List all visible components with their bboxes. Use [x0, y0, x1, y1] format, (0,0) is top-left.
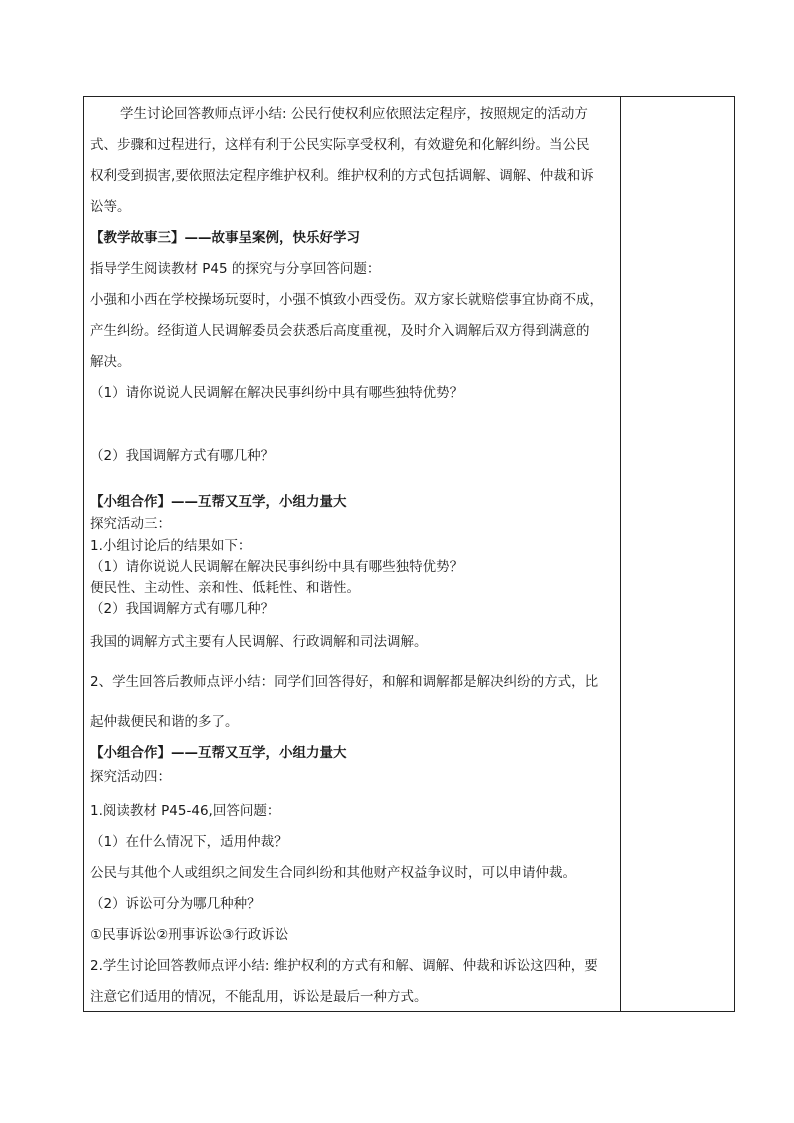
text-line: 探究活动四：	[90, 769, 171, 785]
text-line: ①民事诉讼②刑事诉讼③行政诉讼	[90, 927, 289, 943]
text-line: 产生纠纷。经街道人民调解委员会获悉后高度重视，及时介入调解后双方得到满意的	[90, 323, 590, 339]
text-line: 小强和小西在学校操场玩耍时，小强不慎致小西受伤。双方家长就赔偿事宜协商不成，	[90, 292, 603, 308]
text-line: （2）我国调解方式有哪几种？	[90, 448, 275, 464]
text-line: 我国的调解方式主要有人民调解、行政调解和司法调解。	[90, 634, 428, 650]
text-line: （2）我国调解方式有哪几种？	[90, 601, 275, 617]
text-line: 公民与其他个人或组织之间发生合同纠纷和其他财产权益争议时，可以申请仲裁。	[90, 865, 576, 881]
text-line: （1）请你说说人民调解在解决民事纠纷中具有哪些独特优势？	[90, 385, 464, 401]
text-line: 式、步骤和过程进行，这样有利于公民实际享受权利，有效避免和化解纠纷。当公民	[90, 137, 590, 153]
text-line: （1）请你说说人民调解在解决民事纠纷中具有哪些独特优势？	[90, 559, 464, 575]
text-line: 解决。	[90, 354, 131, 370]
text-line: 2.学生讨论回答教师点评小结: 维护权利的方式有和解、调解、仲裁和诉讼这四种，要	[90, 958, 598, 974]
text-line: 讼等。	[90, 199, 131, 215]
text-line: 便民性、主动性、亲和性、低耗性、和谐性。	[90, 580, 360, 596]
text-line: 注意它们适用的情况，不能乱用，诉讼是最后一种方式。	[90, 989, 428, 1005]
text-line: 指导学生阅读教材 P45 的探究与分享回答问题：	[90, 261, 381, 277]
text-line: 起仲裁便民和谐的多了。	[90, 714, 239, 730]
text-line: 1.阅读教材 P45-46,回答问题：	[90, 803, 281, 819]
text-line: 权利受到损害,要依照法定程序维护权利。维护权利的方式包括调解、调解、仲裁和诉	[90, 168, 594, 184]
section-heading: 【教学故事三】——故事呈案例，快乐好学习	[90, 230, 360, 246]
text-line: 探究活动三：	[90, 516, 171, 532]
column-divider	[620, 96, 621, 1012]
text-line: 1.小组讨论后的结果如下：	[90, 538, 252, 554]
text-line: （2）诉讼可分为哪几种种？	[90, 896, 261, 912]
text-line: 2、学生回答后教师点评小结：同学们回答得好，和解和调解都是解决纠纷的方式，比	[90, 674, 599, 690]
text-line: 学生讨论回答教师点评小结: 公民行使权利应依照法定程序，按照规定的活动方	[120, 106, 588, 122]
section-heading: 【小组合作】——互帮又互学，小组力量大	[90, 745, 347, 761]
text-line: （1）在什么情况下，适用仲裁？	[90, 834, 288, 850]
section-heading: 【小组合作】——互帮又互学，小组力量大	[90, 494, 347, 510]
